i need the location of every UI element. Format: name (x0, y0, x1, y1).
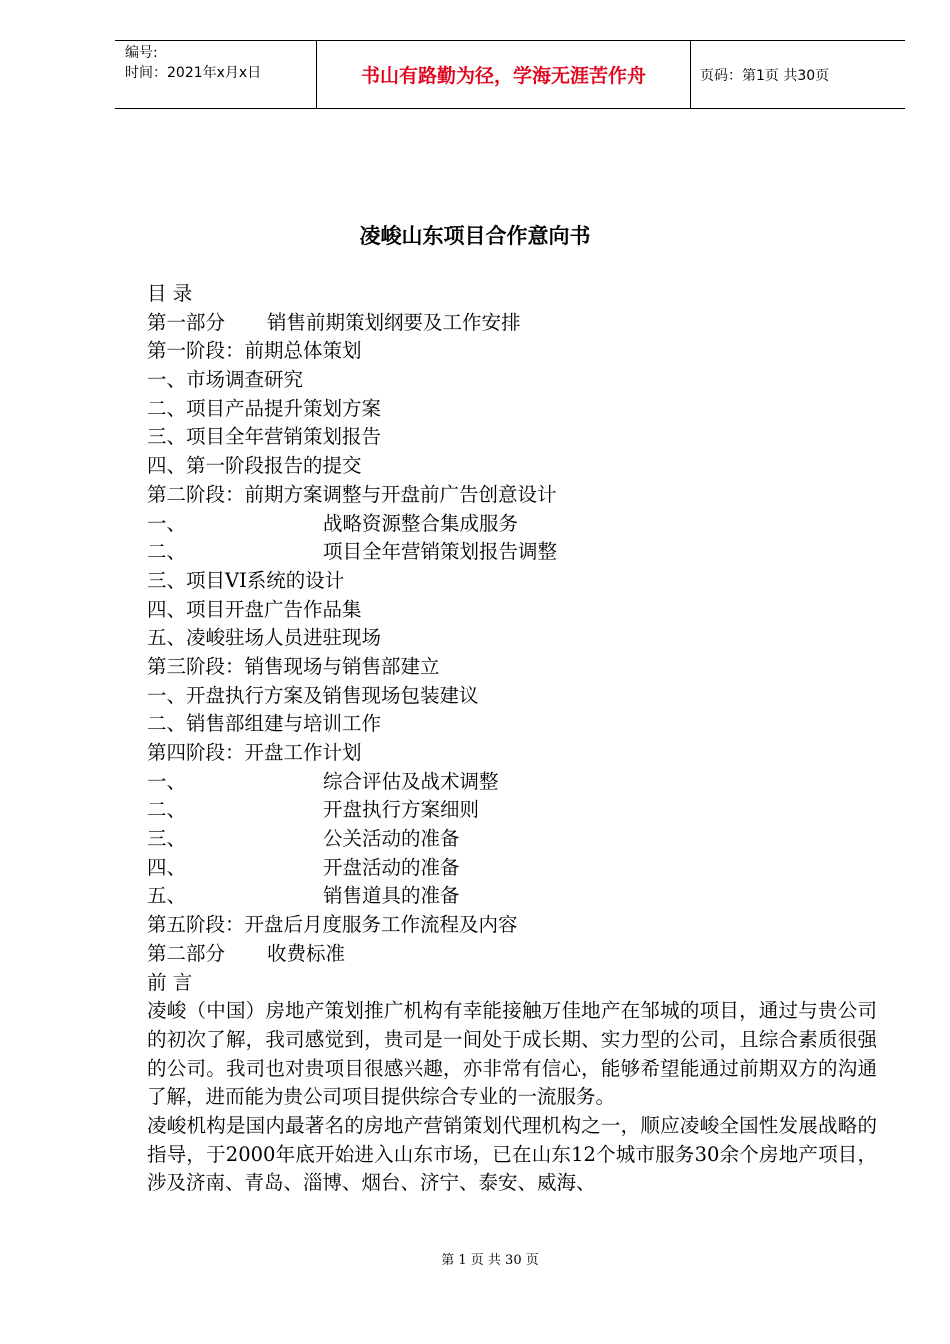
toc-item: 三、项目全年营销策划报告 (147, 425, 382, 449)
toc-item-text: 销售道具的准备 (323, 884, 460, 908)
toc-stage: 第一阶段：前期总体策划 (147, 339, 362, 363)
document-body (147, 280, 877, 1198)
toc-heading: 目 录 (147, 282, 193, 305)
preface-paragraph: 凌峻机构是国内最著名的房地产营销策划代理机构之一，顺应凌峻全国性发展战略的指导，于2000年底开始进入山东市场，已在山东12个城市服务30余个房地产项目，涉及济南、青岛、淄博、烟台、济宁、泰安、威海、 (147, 1114, 877, 1195)
toc-item-text: 综合评估及战术调整 (323, 769, 499, 793)
toc-item-number: 一、 (147, 511, 187, 535)
toc-item-text: 开盘执行方案细则 (323, 798, 480, 822)
page-footer: 第 1 页 共 30 页 (441, 1253, 539, 1268)
toc-item (147, 510, 877, 539)
toc-item-number: 二、 (147, 540, 187, 564)
toc-item-text: 战略资源整合集成服务 (323, 511, 519, 535)
toc-item (147, 882, 877, 911)
toc-part-label: 第二部分 (147, 941, 226, 965)
toc-item-text: 项目全年营销策划报告调整 (323, 540, 558, 564)
toc-item (147, 538, 877, 567)
toc-item (147, 796, 877, 825)
toc-stage: 第四阶段：开盘工作计划 (147, 741, 362, 764)
document-header (115, 40, 905, 109)
toc-item-text: 开盘活动的准备 (323, 855, 460, 879)
toc-item: 二、项目产品提升策划方案 (147, 396, 382, 420)
toc-item: 一、市场调查研究 (147, 368, 304, 392)
header-divider (690, 41, 691, 108)
toc-item: 四、项目开盘广告作品集 (147, 597, 362, 621)
toc-item (147, 825, 877, 854)
toc-stage: 第三阶段：销售现场与销售部建立 (147, 654, 440, 678)
header-motto: 书山有路勤为径，学海无涯苦作舟 (360, 65, 646, 87)
toc-part (147, 309, 877, 338)
toc-item-number: 四、 (147, 855, 187, 879)
toc-item: 三、项目VI系统的设计 (147, 568, 345, 592)
number-label: 编号: (125, 45, 158, 61)
toc-item: 二、销售部组建与培训工作 (147, 712, 382, 736)
toc-item (147, 768, 877, 797)
toc-item-number: 三、 (147, 827, 187, 851)
toc-item-number: 一、 (147, 769, 187, 793)
toc-part (147, 940, 877, 969)
toc-part-label: 第一部分 (147, 310, 226, 334)
toc-item: 五、凌峻驻场人员进驻现场 (147, 626, 382, 650)
toc-item: 四、第一阶段报告的提交 (147, 454, 362, 478)
time-label: 时间：2021年x月x日 (125, 65, 262, 81)
toc-stage: 第五阶段：开盘后月度服务工作流程及内容 (147, 913, 518, 937)
preface-heading: 前 言 (147, 970, 193, 994)
preface-paragraph: 凌峻（中国）房地产策划推广机构有幸能接触万佳地产在邹城的项目，通过与贵公司的初次了解，我司感觉到，贵司是一间处于成长期、实力型的公司，且综合素质很强的公司。我司也对贵项目很感兴趣，亦非常有信心，能够希望能通过前期双方的沟通了解，进而能为贵公司项目提供综合专业的一流服务。 (147, 999, 877, 1109)
toc-item (147, 854, 877, 883)
toc-item: 一、开盘执行方案及销售现场包装建议 (147, 683, 479, 707)
toc-stage: 第二阶段：前期方案调整与开盘前广告创意设计 (147, 482, 557, 506)
toc-item-number: 二、 (147, 798, 187, 822)
header-page-label: 页码：第1页 共30页 (700, 68, 830, 84)
document-title: 凌峻山东项目合作意向书 (359, 224, 591, 248)
toc-part-text: 收费标准 (267, 941, 346, 965)
toc-part-text: 销售前期策划纲要及工作安排 (267, 310, 521, 334)
toc-item-text: 公关活动的准备 (323, 827, 460, 851)
header-info (125, 43, 261, 83)
toc-item-number: 五、 (147, 884, 187, 908)
